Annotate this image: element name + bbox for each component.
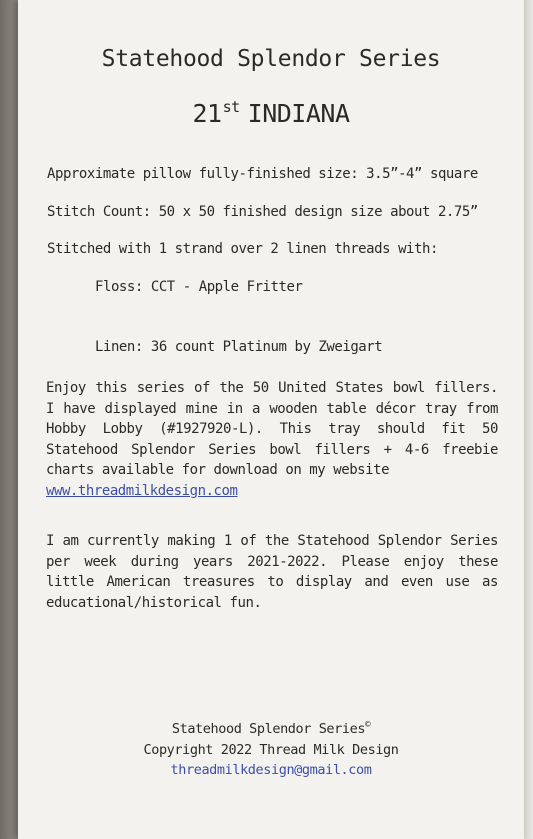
website-link[interactable]: www.threadmilkdesign.com: [46, 482, 238, 499]
state-number: 21: [192, 99, 222, 128]
copyright-symbol: ©: [365, 720, 371, 730]
series-title: Statehood Splendor Series: [101, 46, 441, 72]
floss-line: Floss: CCT - Apple Fritter: [95, 279, 303, 295]
footer-series-title: Statehood Splendor Series: [171, 721, 366, 737]
state-title: [18, 98, 524, 128]
stitch-count-line: Stitch Count: 50 x 50 finished design size about 2.75”: [47, 204, 478, 220]
pattern-card: [18, 0, 524, 839]
linen-line: Linen: 36 count Platinum by Zweigart: [95, 339, 383, 355]
footer-email-link[interactable]: threadmilkdesign@gmail.com: [170, 762, 372, 778]
size-line: Approximate pillow fully-finished size: 3.5”-4” square: [47, 166, 478, 182]
stitched-with-line: Stitched with 1 strand over 2 linen threads with:: [47, 241, 438, 257]
state-suffix: st: [222, 98, 240, 116]
paragraph-tray-text: Enjoy this series of the 50 United States bowl fillers. I have displayed mine in a wooden table décor tray from Hobby Lobby (#1927920-L). This tray should fit 50 Statehood Splendor Series bowl fillers + 4-6 freebie charts available for download on my website: [46, 380, 498, 478]
paragraph-tray: [46, 378, 498, 501]
paragraph-schedule: I am currently making 1 of the Statehood Splendor Series per week during years 2021-2022. Please enjoy these little American treasures to display and even use as educational/historical fun.: [46, 533, 498, 611]
state-name: INDIANA: [247, 99, 350, 128]
footer-copyright: Copyright 2022 Thread Milk Design: [143, 742, 399, 758]
footer-series: [18, 720, 524, 737]
